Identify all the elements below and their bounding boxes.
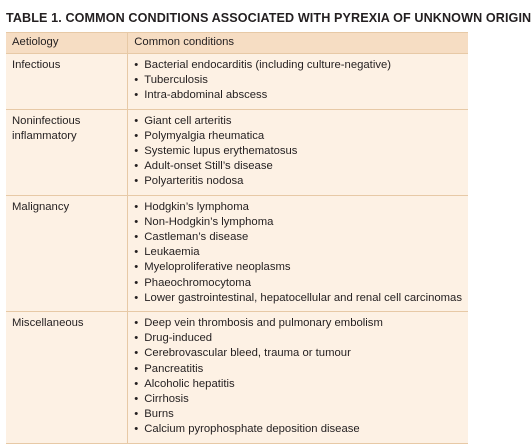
condition-item: • Non-Hodgkin’s lymphoma — [134, 215, 462, 230]
condition-item: • Burns — [134, 407, 462, 422]
aetiology-label: Malignancy — [12, 200, 70, 213]
aetiology-label: Miscellaneous — [12, 317, 84, 330]
conditions-table — [6, 32, 468, 444]
condition-item: • Cerebrovascular bleed, trauma or tumour — [134, 346, 462, 361]
table-row-infectious — [6, 54, 468, 110]
condition-item: • Leukaemia — [134, 245, 462, 260]
condition-item: • Polyarteritis nodosa — [134, 174, 462, 189]
condition-item: • Pancreatitis — [134, 362, 462, 377]
condition-item: • Polymyalgia rheumatica — [134, 129, 462, 144]
condition-item: • Bacterial endocarditis (including culture-negative) — [134, 58, 462, 73]
condition-item: • Intra-abdominal abscess — [134, 88, 462, 103]
table-header-row — [6, 33, 468, 54]
condition-item: • Alcoholic hepatitis — [134, 377, 462, 392]
header-common-conditions: Common conditions — [128, 33, 468, 54]
condition-item: • Cirrhosis — [134, 392, 462, 407]
condition-item: • Hodgkin’s lymphoma — [134, 200, 462, 215]
condition-item: • Lower gastrointestinal, hepatocellular and renal cell carcinomas — [134, 291, 462, 306]
header-aetiology: Aetiology — [6, 33, 128, 54]
table-title: TABLE 1. COMMON CONDITIONS ASSOCIATED WITH PYREXIA OF UNKNOWN ORIGIN — [6, 11, 531, 25]
condition-item: • Adult-onset Still’s disease — [134, 159, 462, 174]
condition-item: • Castleman’s disease — [134, 230, 462, 245]
table-row-miscellaneous — [6, 312, 468, 444]
condition-item: • Phaeochromocytoma — [134, 276, 462, 291]
conditions-cell — [128, 109, 468, 195]
aetiology-label: Infectious — [12, 59, 61, 71]
conditions-list — [134, 114, 462, 190]
condition-item: • Giant cell arteritis — [134, 114, 462, 129]
aetiology-cell — [6, 54, 128, 110]
table-row-noninfectious-inflammatory — [6, 109, 468, 195]
conditions-cell — [128, 54, 468, 110]
conditions-cell — [128, 312, 468, 444]
conditions-list — [134, 58, 462, 104]
condition-item: • Myeloproliferative neoplasms — [134, 260, 462, 275]
conditions-list — [134, 316, 462, 438]
condition-item: • Deep vein thrombosis and pulmonary embolism — [134, 316, 462, 331]
conditions-cell — [128, 195, 468, 311]
aetiology-cell — [6, 312, 128, 444]
condition-item: • Calcium pyrophosphate deposition disease — [134, 422, 462, 437]
aetiology-cell — [6, 109, 128, 195]
conditions-list — [134, 200, 462, 306]
table-row-malignancy — [6, 195, 468, 311]
aetiology-cell — [6, 195, 128, 311]
condition-item: • Tuberculosis — [134, 73, 462, 88]
condition-item: • Drug-induced — [134, 331, 462, 346]
aetiology-label: Noninfectious inflammatory — [12, 114, 81, 142]
condition-item: • Systemic lupus erythematosus — [134, 144, 462, 159]
